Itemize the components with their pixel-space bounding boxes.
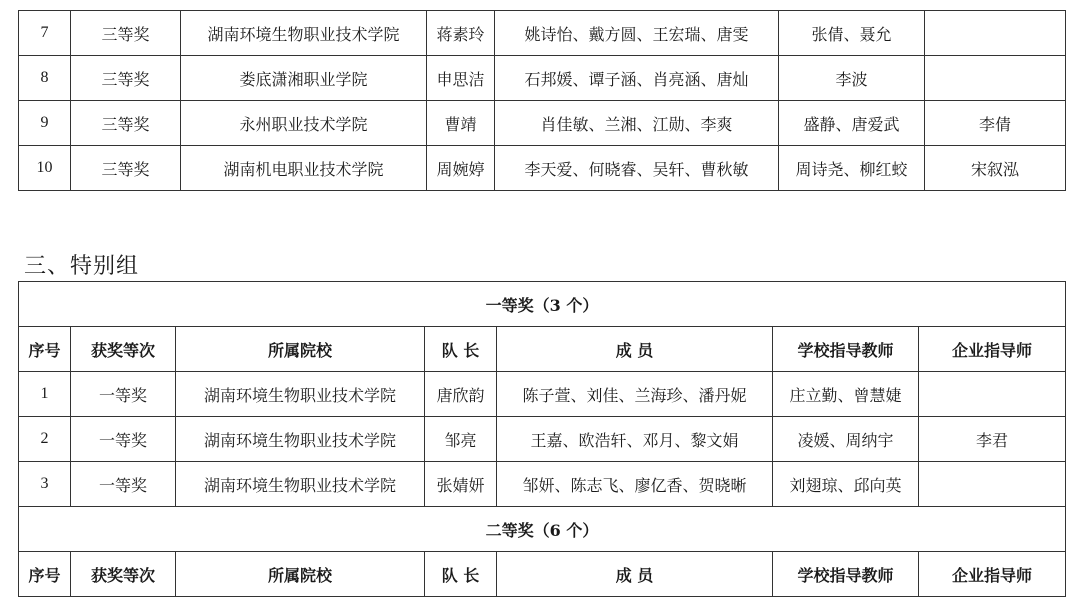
col-header-no: 序号 [19,552,71,597]
col-header-no: 序号 [19,327,71,372]
cell-captain: 张婧妍 [425,462,497,507]
cell-company [919,462,1066,507]
col-header-teachers: 学校指导教师 [773,327,919,372]
col-header-teachers: 学校指导教师 [773,552,919,597]
cell-school: 湖南环境生物职业技术学院 [176,417,425,462]
cell-captain: 申思洁 [427,56,495,101]
cell-company: 李君 [919,417,1066,462]
section-title: 三、特别组 [24,254,140,279]
table-row [19,462,1066,507]
cell-award: 三等奖 [71,11,181,56]
cell-no: 8 [19,56,71,101]
cell-award: 一等奖 [71,372,176,417]
cell-no: 2 [19,417,71,462]
cell-teachers: 盛静、唐爱武 [779,101,925,146]
cell-school: 湖南机电职业技术学院 [181,146,427,191]
cell-teachers: 周诗尧、柳红蛟 [779,146,925,191]
table-row [19,372,1066,417]
col-header-captain: 队 长 [425,327,497,372]
cell-members: 李天爱、何晓睿、吴轩、曹秋敏 [495,146,779,191]
col-header-captain: 队 长 [425,552,497,597]
cell-award: 三等奖 [71,56,181,101]
col-header-company: 企业指导师 [919,327,1066,372]
col-header-school: 所属院校 [176,552,425,597]
col-header-members: 成 员 [497,552,773,597]
cell-school: 永州职业技术学院 [181,101,427,146]
col-header-school: 所属院校 [176,327,425,372]
cell-teachers: 凌媛、周纳宇 [773,417,919,462]
cell-company [925,11,1066,56]
cell-award: 三等奖 [71,101,181,146]
cell-teachers: 庄立勤、曾慧婕 [773,372,919,417]
col-header-members: 成 员 [497,327,773,372]
group-title-row [19,507,1066,552]
table-row [19,146,1066,191]
cell-award: 三等奖 [71,146,181,191]
cell-members: 邹妍、陈志飞、廖亿香、贺晓晰 [497,462,773,507]
cell-members: 王嘉、欧浩轩、邓月、黎文娟 [497,417,773,462]
cell-captain: 唐欣韵 [425,372,497,417]
cell-members: 陈子萱、刘佳、兰海珍、潘丹妮 [497,372,773,417]
cell-captain: 蒋素玲 [427,11,495,56]
group-title-second: 二等奖（6 个） [19,507,1066,552]
cell-no: 3 [19,462,71,507]
cell-no: 1 [19,372,71,417]
cell-school: 湖南环境生物职业技术学院 [181,11,427,56]
cell-members: 石邦媛、谭子涵、肖亮涵、唐灿 [495,56,779,101]
award-table-special [18,281,1066,597]
table-row [19,11,1066,56]
cell-teachers: 张倩、聂允 [779,11,925,56]
cell-no: 7 [19,11,71,56]
group-title-row [19,282,1066,327]
cell-members: 姚诗怡、戴方圆、王宏瑞、唐雯 [495,11,779,56]
cell-members: 肖佳敏、兰湘、江勋、李爽 [495,101,779,146]
cell-no: 10 [19,146,71,191]
cell-award: 一等奖 [71,417,176,462]
cell-school: 娄底潇湘职业学院 [181,56,427,101]
cell-no: 9 [19,101,71,146]
cell-teachers: 李波 [779,56,925,101]
cell-award: 一等奖 [71,462,176,507]
cell-captain: 曹靖 [427,101,495,146]
table-row [19,417,1066,462]
award-table-top [18,10,1066,191]
cell-captain: 周婉婷 [427,146,495,191]
header-row [19,327,1066,372]
col-header-award: 获奖等次 [71,552,176,597]
cell-teachers: 刘翅琼、邱向英 [773,462,919,507]
cell-school: 湖南环境生物职业技术学院 [176,372,425,417]
col-header-company: 企业指导师 [919,552,1066,597]
cell-company [919,372,1066,417]
header-row [19,552,1066,597]
table-row [19,56,1066,101]
table-row [19,101,1066,146]
cell-school: 湖南环境生物职业技术学院 [176,462,425,507]
cell-company: 宋叙泓 [925,146,1066,191]
cell-company: 李倩 [925,101,1066,146]
cell-company [925,56,1066,101]
group-title-first: 一等奖（3 个） [19,282,1066,327]
col-header-award: 获奖等次 [71,327,176,372]
cell-captain: 邹亮 [425,417,497,462]
